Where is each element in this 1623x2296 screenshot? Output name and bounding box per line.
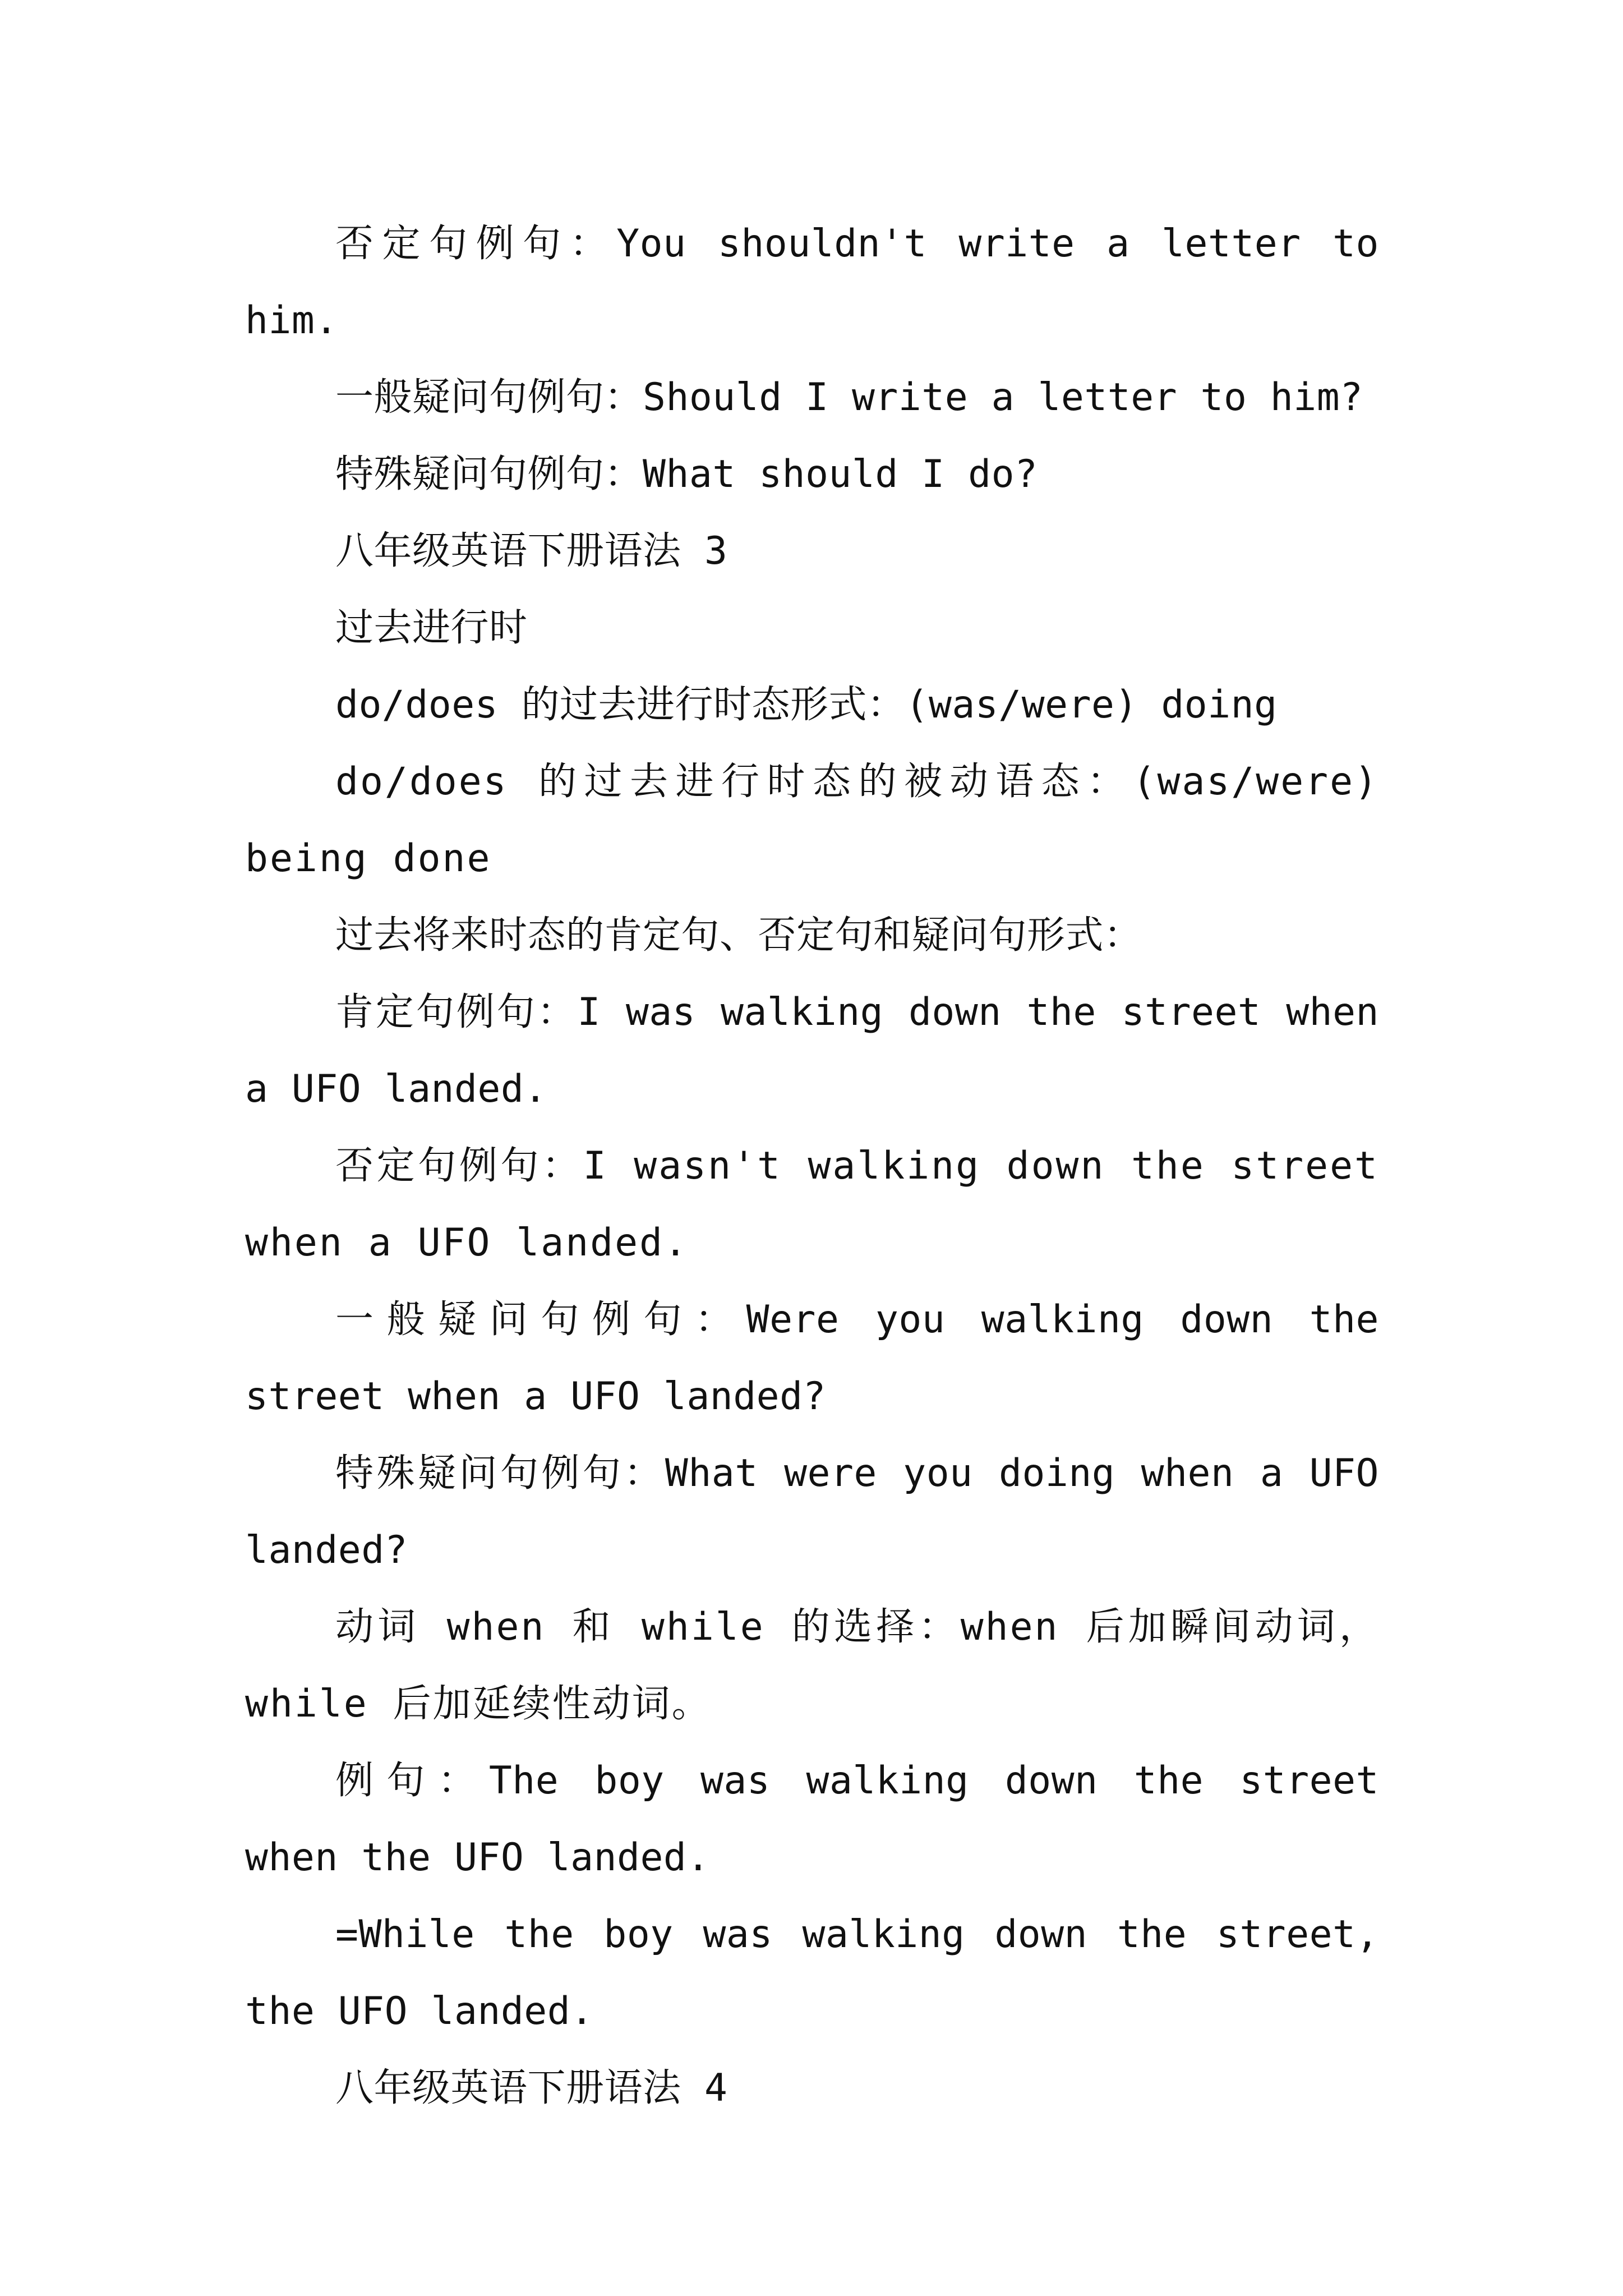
paragraph-yes-no-question-example-should: 一般疑问句例句：Should I write a letter to him? [335, 375, 1363, 420]
section-heading-grammar-4: 八年级英语下册语法 4 [335, 2066, 728, 2110]
paragraph-sentence-forms-intro: 过去将来时态的肯定句、否定句和疑问句形式： [335, 913, 1142, 958]
paragraph-affirmative-example: 肯定句例句：I was walking down the street when a UFO landed. [245, 990, 1379, 1111]
topic-past-continuous: 过去进行时 [335, 606, 528, 650]
paragraph-wh-question-example: 特殊疑问句例句：What were you doing when a UFO landed? [245, 1451, 1379, 1572]
paragraph-when-while-choice: 动词 when 和 while 的选择：when 后加瞬间动词，while 后加延续性动词。 [245, 1605, 1379, 1726]
paragraph-wh-question-example-should: 特殊疑问句例句：What should I do? [335, 452, 1038, 496]
section-heading-grammar-3: 八年级英语下册语法 3 [335, 529, 728, 573]
paragraph-while-example: =While the boy was walking down the street, the UFO landed. [245, 1912, 1379, 2033]
paragraph-negative-example-should: 否定句例句：You shouldn't write a letter to him. [245, 222, 1379, 343]
paragraph-past-continuous-passive: do/does 的过去进行时态的被动语态：(was/were) being done [245, 760, 1379, 881]
paragraph-negative-example: 否定句例句：I wasn't walking down the street when a UFO landed. [245, 1144, 1379, 1265]
document-body [245, 205, 1379, 2127]
paragraph-past-continuous-form: do/does 的过去进行时态形式：(was/were) doing [335, 683, 1278, 727]
paragraph-yes-no-question-example: 一般疑问句例句：Were you walking down the street when a UFO landed? [245, 1297, 1379, 1419]
paragraph-when-example: 例句：The boy was walking down the street when the UFO landed. [245, 1759, 1379, 1880]
